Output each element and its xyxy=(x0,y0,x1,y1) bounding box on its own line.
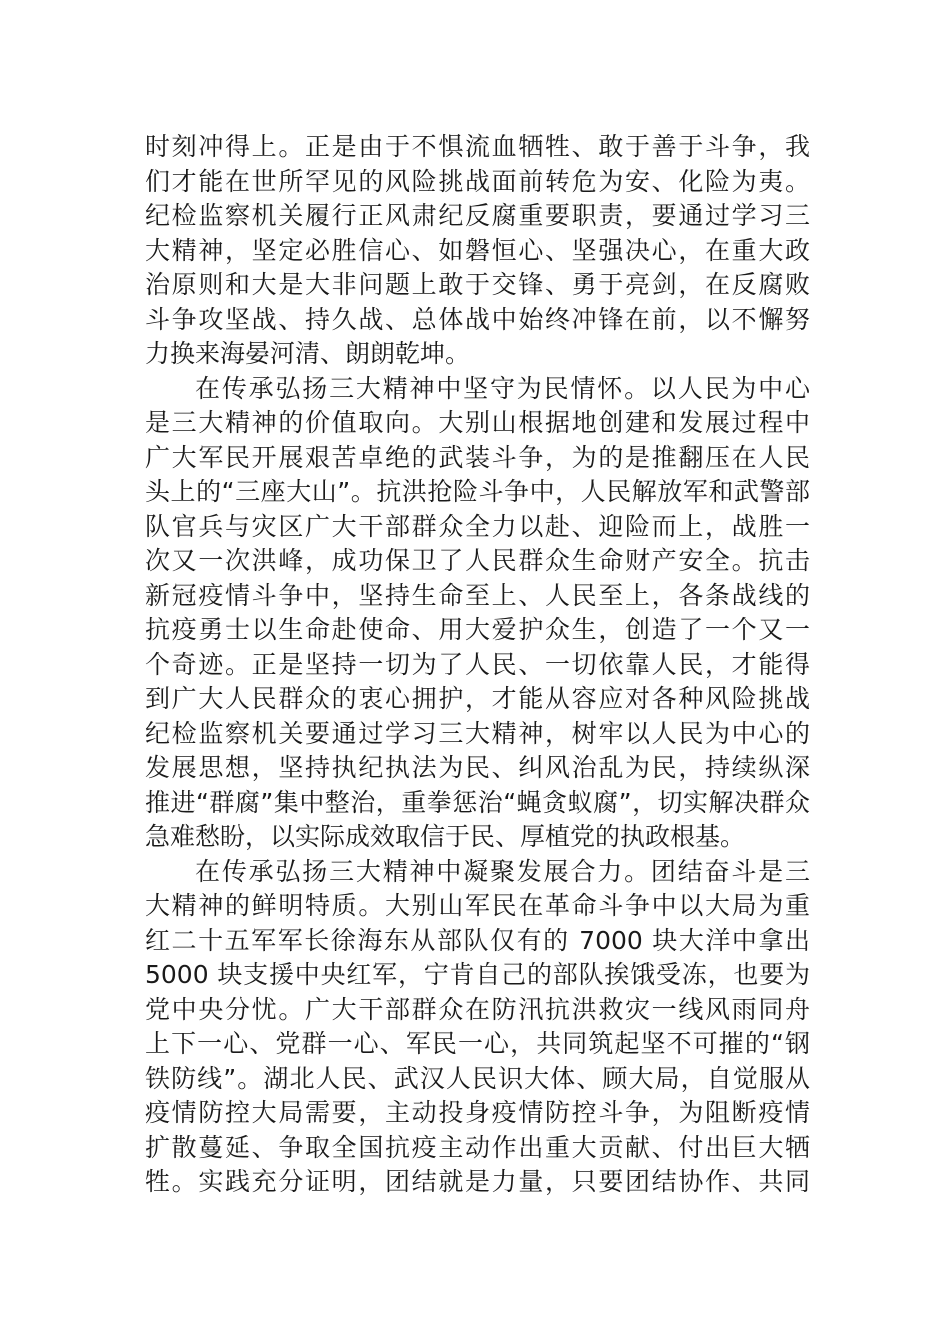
text-line: 推进“群腐”集中整治，重拳惩治“蝇贪蚁腐”，切实解决群众 xyxy=(145,787,810,817)
text-line: 大精神，坚定必胜信心、如磐恒心、坚强决心，在重大政 xyxy=(145,235,810,265)
text-line: 纪检监察机关履行正风肃纪反腐重要职责，要通过学习三 xyxy=(145,201,810,230)
text-line: 牲。实践充分证明，团结就是力量，只要团结协作、共同 xyxy=(145,1167,810,1196)
body-text xyxy=(145,130,810,1200)
text-line: 疫情防控大局需要，主动投身疫情防控斗争，为阻断疫情 xyxy=(145,1098,810,1127)
text-line: 队官兵与灾区广大干部群众全力以赴、迎险而上，战胜一 xyxy=(145,511,810,541)
text-line: 治原则和大是大非问题上敢于交锋、勇于亮剑，在反腐败 xyxy=(145,270,810,299)
text-line: 红二十五军军长徐海东从部队仅有的 7000 块大洋中拿出 xyxy=(145,925,810,955)
text-line: 急难愁盼，以实际成效取信于民、厚植党的执政根基。 xyxy=(145,822,746,851)
text-line: 抗疫勇士以生命赴使命、用大爱护众生，创造了一个又一 xyxy=(145,615,810,644)
text-line: 个奇迹。正是坚持一切为了人民、一切依靠人民，才能得 xyxy=(145,649,810,679)
paragraph-first-line: 在传承弘扬三大精神中坚守为民情怀。以人民为中心 xyxy=(195,373,810,403)
text-line: 到广大人民群众的衷心拥护，才能从容应对各种风险挑战 xyxy=(145,684,810,713)
text-line: 时刻冲得上。正是由于不惧流血牺牲、敢于善于斗争，我 xyxy=(145,132,810,161)
text-line: 们才能在世所罕见的风险挑战面前转危为安、化险为夷。 xyxy=(145,166,810,196)
text-line: 上下一心、党群一心、军民一心，共同筑起坚不可摧的“钢 xyxy=(145,1029,810,1058)
text-line: 次又一次洪峰，成功保卫了人民群众生命财产安全。抗击 xyxy=(145,546,810,575)
text-line: 是三大精神的价值取向。大别山根据地创建和发展过程中 xyxy=(145,408,810,437)
text-line: 大精神的鲜明特质。大别山军民在革命斗争中以大局为重 xyxy=(145,891,810,920)
text-line: 广大军民开展艰苦卓绝的武装斗争，为的是推翻压在人民 xyxy=(145,442,810,472)
text-line: 党中央分忧。广大干部群众在防汛抗洪救灾一线风雨同舟 xyxy=(145,994,810,1024)
text-line: 纪检监察机关要通过学习三大精神，树牢以人民为中心的 xyxy=(145,718,810,748)
text-line: 5000 块支援中央红军，宁肯自己的部队挨饿受冻，也要为 xyxy=(145,960,810,989)
text-line: 铁防线”。湖北人民、武汉人民识大体、顾大局，自觉服从 xyxy=(145,1063,810,1093)
text-line: 力换来海晏河清、朗朗乾坤。 xyxy=(145,339,471,368)
paragraph-first-line: 在传承弘扬三大精神中凝聚发展合力。团结奋斗是三 xyxy=(195,856,810,886)
text-line: 扩散蔓延、争取全国抗疫主动作出重大贡献、付出巨大牺 xyxy=(145,1132,810,1162)
text-line: 头上的“三座大山”。抗洪抢险斗争中，人民解放军和武警部 xyxy=(145,477,810,506)
text-line: 斗争攻坚战、持久战、总体战中始终冲锋在前，以不懈努 xyxy=(145,304,810,334)
text-line: 新冠疫情斗争中，坚持生命至上、人民至上，各条战线的 xyxy=(145,580,810,610)
text-line: 发展思想，坚持执纪执法为民、纠风治乱为民，持续纵深 xyxy=(145,753,810,782)
